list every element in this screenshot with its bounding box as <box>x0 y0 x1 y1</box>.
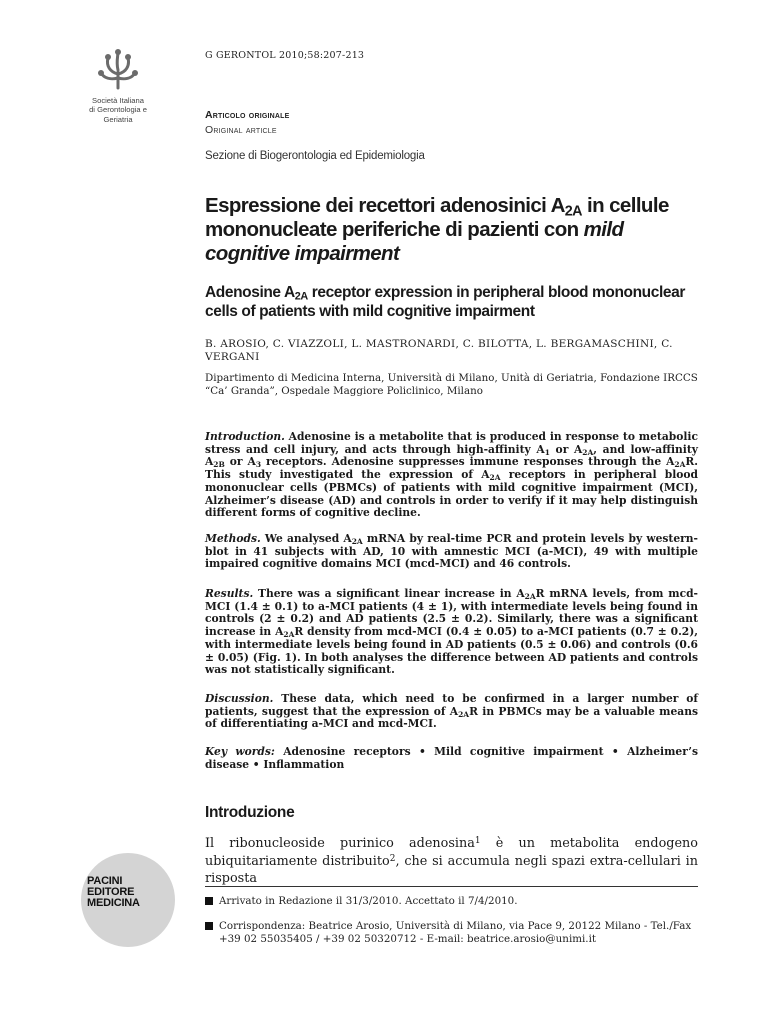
title-italian: Espressione dei recettori adenosinici $A_{2A}$ in cellule mononucleate periferiche di pazienti con mild cognitive impairment <box>205 194 669 265</box>
abstract-results: Results. There was a significant linear increase in $A_{2A}R$ mRNA levels, from mcd-MCI (1.4 ± 0.1) to a-MCI patients (4 ± 1), with intermediate levels being found in controls (2 ± 0.2) and AD patients (2.5 ± 0.2). Similarly, there was a significant increase in $A_{2A}R$ density from mcd-MCI (0.4 ± 0.05) to a-MCI patients (0.7 ± 0.2), with intermediate levels being found in AD patients (0.5 ± 0.06) and controls (0.6 ± 0.05) (Fig. 1). In both analyses the difference between AD patients and controls was not statistically significant. <box>205 587 699 677</box>
publisher-name: PACINI EDITORE MEDICINA <box>87 875 140 909</box>
authors: B. AROSIO, C. VIAZZOLI, L. MASTRONARDI, C. BILOTTA, L. BERGAMASCHINI, C. VERGANI <box>205 338 673 363</box>
article-type-en: Original article <box>205 124 277 136</box>
section-name: Sezione di Biogerontologia ed Epidemiologia <box>205 150 425 162</box>
abstract-introduction: Introduction. Adenosine is a metabolite that is produced in response to metabolic stress and cell injury, and acts through high-affinity $A_1$ or $A_{2A}$, and low-affinity $A_{2B}$ or $A_3$ receptors. Adenosine suppresses immune responses through the $A_{2A}R$. This study investigated the expression of $A_{2A}$ receptors in peripheral blood mononuclear cells (PBMCs) of patients with mild cognitive impairment (MCI), Alzheimer’s disease (AD) and controls in order to verify if it may help distinguish different forms of cognitive decline. <box>205 430 699 520</box>
publisher-logo <box>81 853 175 947</box>
article-type: Articolo originale <box>205 109 290 121</box>
footnote-received: Arrivato in Redazione il 31/3/2010. Accettato il 7/4/2010. <box>205 895 698 908</box>
bullet-square-icon <box>205 897 213 905</box>
abstract-methods: Methods. We analysed $A_{2A}$ mRNA by real-time PCR and protein levels by western-blot in 41 subjects with AD, 10 with amnestic MCI (a-MCI), 49 with multiple impaired cognitive domains MCI (mcd-MCI) and 46 controls. <box>205 532 698 571</box>
abstract-discussion: Discussion. These data, which need to be confirmed in a larger number of patients, suggest that the expression of $A_{2A}R$ in PBMCs may be a valuable means of differentiating a-MCI and mcd-MCI. <box>205 692 698 731</box>
society-name: Società Italiana di Gerontologia e Geriatria <box>89 96 147 124</box>
abstract-keywords: Key words: Adenosine receptors • Mild cognitive impairment • Alzheimer’s disease • Inflammation <box>205 745 698 771</box>
society-emblem-icon <box>96 48 140 92</box>
bullet-square-icon <box>205 922 213 930</box>
introduction-body: Il ribonucleoside purinico adenosina$^1$ è un metabolita endogeno ubiquitariamente distribuito$^2$, che si accumula negli spazi extra-cellulari in risposta <box>205 835 699 886</box>
journal-reference: G GERONTOL 2010;58:207-213 <box>205 50 365 61</box>
introduction-heading: Introduzione <box>205 804 295 821</box>
affiliation: Dipartimento di Medicina Interna, Università di Milano, Unità di Geriatria, Fondazione IRCCS “Ca’ Granda”, Ospedale Maggiore Policlinico, Milano <box>205 372 698 397</box>
society-logo <box>86 48 150 124</box>
footnote-divider <box>205 886 698 887</box>
title-english: Adenosine $A_{2A}$ receptor expression in peripheral blood mononuclear cells of patients with mild cognitive impairment <box>205 284 685 320</box>
footnote-correspondence: Corrispondenza: Beatrice Arosio, Università di Milano, via Pace 9, 20122 Milano - Tel./Fax +39 02 55035405 / +39 02 50320712 - E-mail: beatrice.arosio@unimi.it <box>205 920 698 945</box>
